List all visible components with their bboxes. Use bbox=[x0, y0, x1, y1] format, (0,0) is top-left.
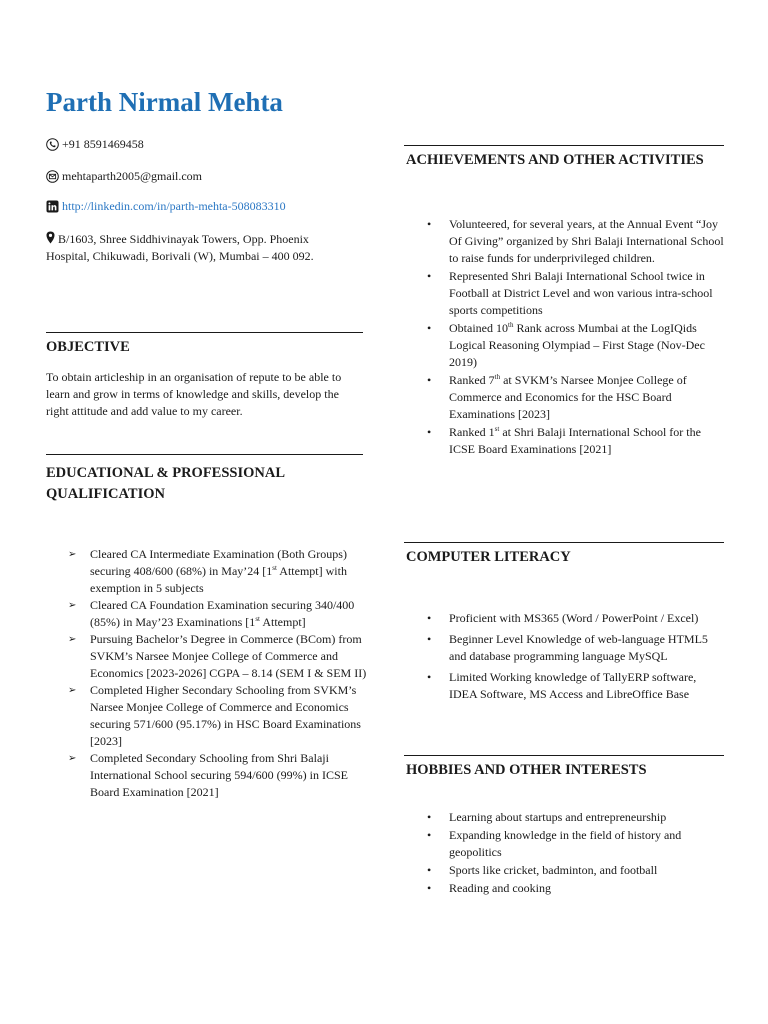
ordinal-suffix: th bbox=[494, 373, 501, 381]
bullet-icon: • bbox=[427, 373, 432, 387]
ordinal-suffix: th bbox=[508, 321, 514, 329]
linkedin-line bbox=[46, 198, 286, 215]
list-item-text-cont: Attempt] bbox=[259, 615, 306, 629]
location-pin-icon bbox=[46, 231, 55, 244]
email-address[interactable]: mehtaparth2005@gmail.com bbox=[62, 169, 203, 183]
list-item bbox=[46, 631, 368, 682]
objective-heading: OBJECTIVE bbox=[46, 339, 130, 355]
arrow-bullet-icon: ➢ bbox=[68, 753, 77, 764]
phone-number: +91 8591469458 bbox=[62, 137, 144, 151]
ordinal-suffix: st bbox=[255, 615, 260, 623]
list-item bbox=[406, 862, 724, 879]
list-item-text: Expanding knowledge in the field of history and geopolitics bbox=[449, 828, 682, 859]
list-item bbox=[406, 669, 724, 703]
list-item-text: Beginner Level Knowledge of web-language HTML5 and database programming language MySQL bbox=[449, 632, 708, 663]
list-item-text: Cleared CA Intermediate Examination (Both Groups) securing 408/600 (68%) in May’24 [1 bbox=[90, 547, 347, 578]
list-item-text: Learning about startups and entrepreneurship bbox=[449, 810, 667, 824]
bullet-icon: • bbox=[427, 425, 432, 439]
list-item-text: Pursuing Bachelor’s Degree in Commerce (BCom) from SVKM’s Narsee Monjee College of Commerce and Economics [2023-2026] CGPA – 8.14 (SEM I & SEM II) bbox=[90, 632, 367, 680]
arrow-bullet-icon: ➢ bbox=[68, 685, 77, 696]
bullet-icon: • bbox=[427, 670, 432, 684]
arrow-bullet-icon: ➢ bbox=[68, 600, 77, 611]
ordinal-suffix: st bbox=[494, 425, 500, 433]
phone-icon bbox=[46, 138, 59, 151]
education-divider bbox=[46, 454, 363, 455]
computer-heading: COMPUTER LITERACY bbox=[406, 549, 571, 565]
list-item-text: Ranked 1 bbox=[449, 425, 495, 439]
list-item bbox=[406, 631, 724, 665]
email-line bbox=[46, 168, 202, 185]
list-item-text-cont: at Shri Balaji International School for the ICSE Board Examinations [2021] bbox=[449, 425, 701, 456]
list-item-text: Obtained 10 bbox=[449, 321, 508, 335]
list-item-text: Cleared CA Foundation Examination securing 340/400 (85%) in May’23 Examinations [1 bbox=[90, 598, 355, 629]
list-item-text-cont: Attempt] with exemption in 5 subjects bbox=[90, 564, 347, 595]
achievements-divider bbox=[404, 145, 724, 146]
bullet-icon: • bbox=[427, 611, 432, 625]
achievements-heading: ACHIEVEMENTS AND OTHER ACTIVITIES bbox=[406, 152, 704, 168]
list-item-text-cont: at SVKM’s Narsee Monjee College of Commerce and Economics for the HSC Board Examinations [2023] bbox=[449, 373, 687, 421]
bullet-icon: • bbox=[427, 828, 432, 842]
resume-name: Parth Nirmal Mehta bbox=[46, 87, 283, 117]
bullet-icon: • bbox=[427, 321, 432, 335]
list-item bbox=[406, 809, 724, 826]
list-item bbox=[46, 546, 368, 597]
list-item-text-cont: Rank across Mumbai at the LogIQids Logical Reasoning Olympiad – First Stage (Nov-Dec 2019) bbox=[449, 321, 705, 369]
bullet-icon: • bbox=[427, 863, 432, 877]
list-item-text: Completed Higher Secondary Schooling from SVKM’s Narsee Monjee College of Commerce and Economics securing 571/600 (95.17%) in HSC Board Examinations [2023] bbox=[90, 683, 361, 748]
hobbies-divider bbox=[404, 755, 724, 756]
bullet-icon: • bbox=[427, 632, 432, 646]
list-item bbox=[406, 320, 724, 371]
hobbies-heading: HOBBIES AND OTHER INTERESTS bbox=[406, 762, 647, 778]
arrow-bullet-icon: ➢ bbox=[68, 634, 77, 645]
list-item-text: Represented Shri Balaji International School twice in Football at District Level and won various intra-school sports competitions bbox=[449, 269, 713, 317]
list-item-text: Ranked 7 bbox=[449, 373, 495, 387]
list-item-text: Reading and cooking bbox=[449, 881, 551, 895]
bullet-icon: • bbox=[427, 881, 432, 895]
list-item bbox=[406, 268, 724, 319]
list-item bbox=[406, 424, 724, 458]
list-item-text: Completed Secondary Schooling from Shri Balaji International School securing 594/600 (99%) in ICSE Board Examination [2021] bbox=[90, 751, 348, 799]
computer-list bbox=[406, 610, 724, 703]
list-item bbox=[46, 750, 368, 801]
bullet-icon: • bbox=[427, 269, 432, 283]
address-block bbox=[46, 231, 346, 265]
ordinal-suffix: st bbox=[272, 564, 277, 572]
list-item bbox=[406, 827, 724, 861]
address-text: B/1603, Shree Siddhivinayak Towers, Opp. Phoenix Hospital, Chikuwadi, Borivali (W), Mumbai – 400 092. bbox=[46, 232, 314, 263]
education-list bbox=[46, 546, 368, 801]
list-item-text: Proficient with MS365 (Word / PowerPoint / Excel) bbox=[449, 611, 699, 625]
list-item bbox=[46, 597, 368, 631]
list-item bbox=[406, 610, 724, 627]
hobbies-list bbox=[406, 809, 724, 897]
list-item bbox=[406, 216, 724, 267]
arrow-bullet-icon: ➢ bbox=[68, 549, 77, 560]
achievements-list bbox=[406, 216, 724, 458]
linkedin-link[interactable]: http://linkedin.com/in/parth-mehta-508083310 bbox=[62, 199, 286, 213]
phone-line bbox=[46, 136, 144, 153]
linkedin-icon bbox=[46, 200, 59, 213]
email-icon bbox=[46, 170, 59, 183]
list-item-text: Sports like cricket, badminton, and football bbox=[449, 863, 658, 877]
bullet-icon: • bbox=[427, 810, 432, 824]
education-heading-line2: QUALIFICATION bbox=[46, 486, 165, 502]
bullet-icon: • bbox=[427, 217, 432, 231]
computer-divider bbox=[404, 542, 724, 543]
list-item bbox=[406, 372, 724, 423]
objective-text: To obtain articleship in an organisation of repute to be able to learn and grow in terms of knowledge and skills, develop the right attitude and add value to my career. bbox=[46, 370, 342, 418]
list-item-text: Volunteered, for several years, at the Annual Event “Joy Of Giving” organized by Shri Balaji International School to raise funds for underprivileged children. bbox=[449, 217, 724, 265]
list-item-text: Limited Working knowledge of TallyERP software, IDEA Software, MS Access and LibreOffice Base bbox=[449, 670, 697, 701]
objective-divider bbox=[46, 332, 363, 333]
list-item bbox=[46, 682, 368, 750]
list-item bbox=[406, 880, 724, 897]
education-heading-line1: EDUCATIONAL & PROFESSIONAL bbox=[46, 465, 286, 481]
education-heading bbox=[46, 463, 285, 505]
